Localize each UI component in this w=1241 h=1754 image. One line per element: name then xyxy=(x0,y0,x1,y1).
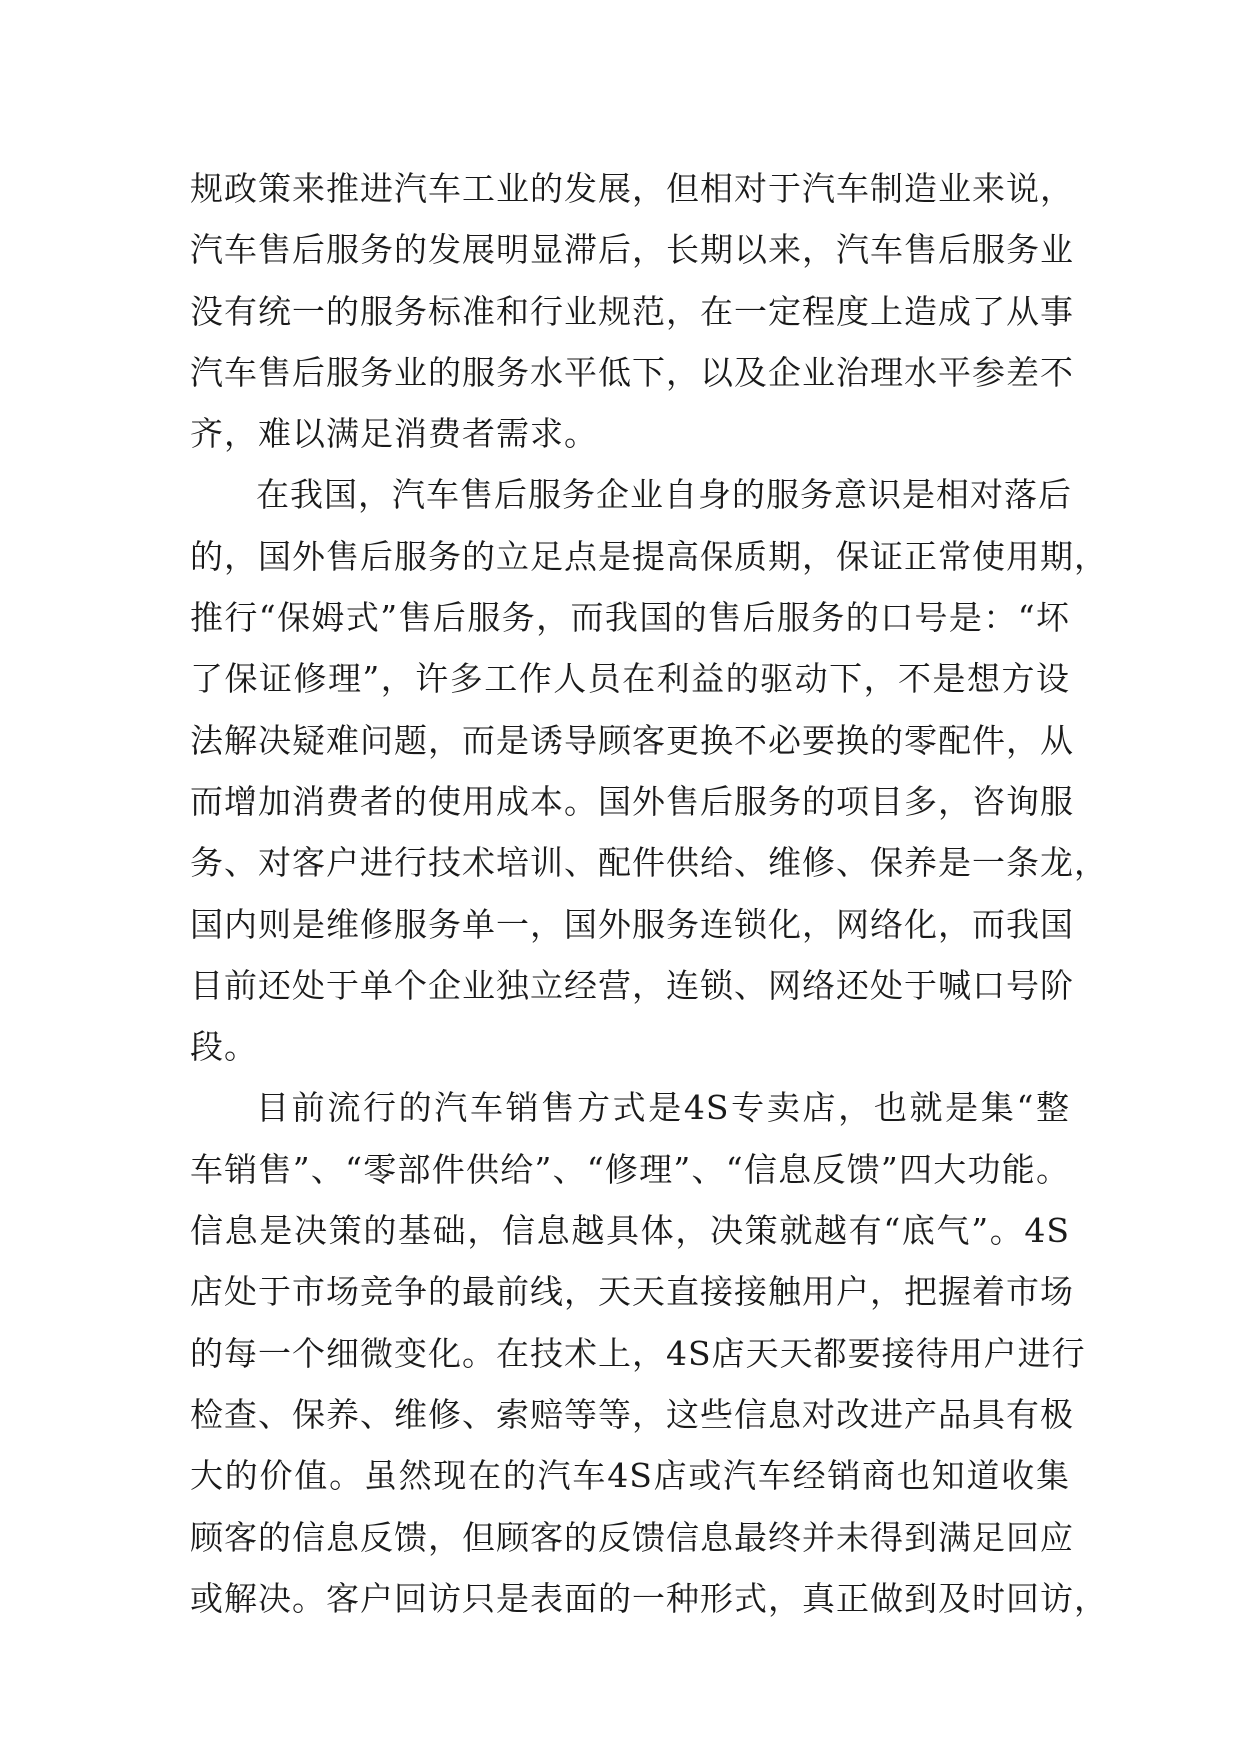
text-line: 车销售”、“零部件供给”、“修理”、“信息反馈”四大功能。 xyxy=(190,1149,1070,1189)
text-line: 齐，难以满足消费者需求。 xyxy=(190,414,598,454)
text-line: 了保证修理”，许多工作人员在利益的驱动下，不是想方设 xyxy=(190,659,1070,699)
text-line: 目前流行的汽车销售方式是4S专卖店，也就是集“整 xyxy=(256,1088,1070,1128)
text-line: 汽车售后服务的发展明显滞后，长期以来，汽车售后服务业 xyxy=(190,230,1074,270)
text-line: 没有统一的服务标准和行业规范，在一定程度上造成了从事 xyxy=(190,291,1074,331)
paragraph-3 xyxy=(190,1077,1108,1629)
text-line: 顾客的信息反馈，但顾客的反馈信息最终并未得到满足回应 xyxy=(190,1517,1074,1557)
text-line: 而增加消费者的使用成本。国外售后服务的项目多，咨询服 xyxy=(190,781,1074,821)
text-line: 店处于市场竞争的最前线，天天直接接触用户，把握着市场 xyxy=(190,1272,1074,1312)
text-line: 推行“保姆式”售后服务，而我国的售后服务的口号是：“坏 xyxy=(190,598,1070,638)
text-line: 检查、保养、维修、索赔等等，这些信息对改进产品具有极 xyxy=(190,1394,1074,1434)
text-line: 或解决。客户回访只是表面的一种形式，真正做到及时回访， xyxy=(190,1578,1108,1618)
text-line: 信息是决策的基础，信息越具体，决策就越有“底气”。4S xyxy=(190,1211,1070,1251)
text-line: 规政策来推进汽车工业的发展，但相对于汽车制造业来说， xyxy=(190,169,1074,208)
text-line: 在我国，汽车售后服务企业自身的服务意识是相对落后 xyxy=(256,475,1072,515)
paragraph-2 xyxy=(190,464,1108,1077)
text-line: 目前还处于单个企业独立经营，连锁、网络还处于喊口号阶 xyxy=(190,965,1074,1005)
text-line: 的每一个细微变化。在技术上，4S店天天都要接待用户进行 xyxy=(190,1333,1086,1373)
text-line: 法解决疑难问题，而是诱导顾客更换不必要换的零配件，从 xyxy=(190,720,1074,760)
text-line: 务、对客户进行技术培训、配件供给、维修、保养是一条龙， xyxy=(190,843,1108,883)
text-line: 大的价值。虽然现在的汽车4S店或汽车经销商也知道收集 xyxy=(190,1456,1070,1496)
document-body xyxy=(190,158,1108,1629)
text-line: 国内则是维修服务单一，国外服务连锁化，网络化，而我国 xyxy=(190,904,1074,944)
paragraph-1 xyxy=(190,158,1074,464)
text-line: 汽车售后服务业的服务水平低下，以及企业治理水平参差不 xyxy=(190,352,1074,392)
text-line: 段。 xyxy=(190,1027,258,1067)
text-line: 的，国外售后服务的立足点是提高保质期，保证正常使用期， xyxy=(190,536,1108,576)
